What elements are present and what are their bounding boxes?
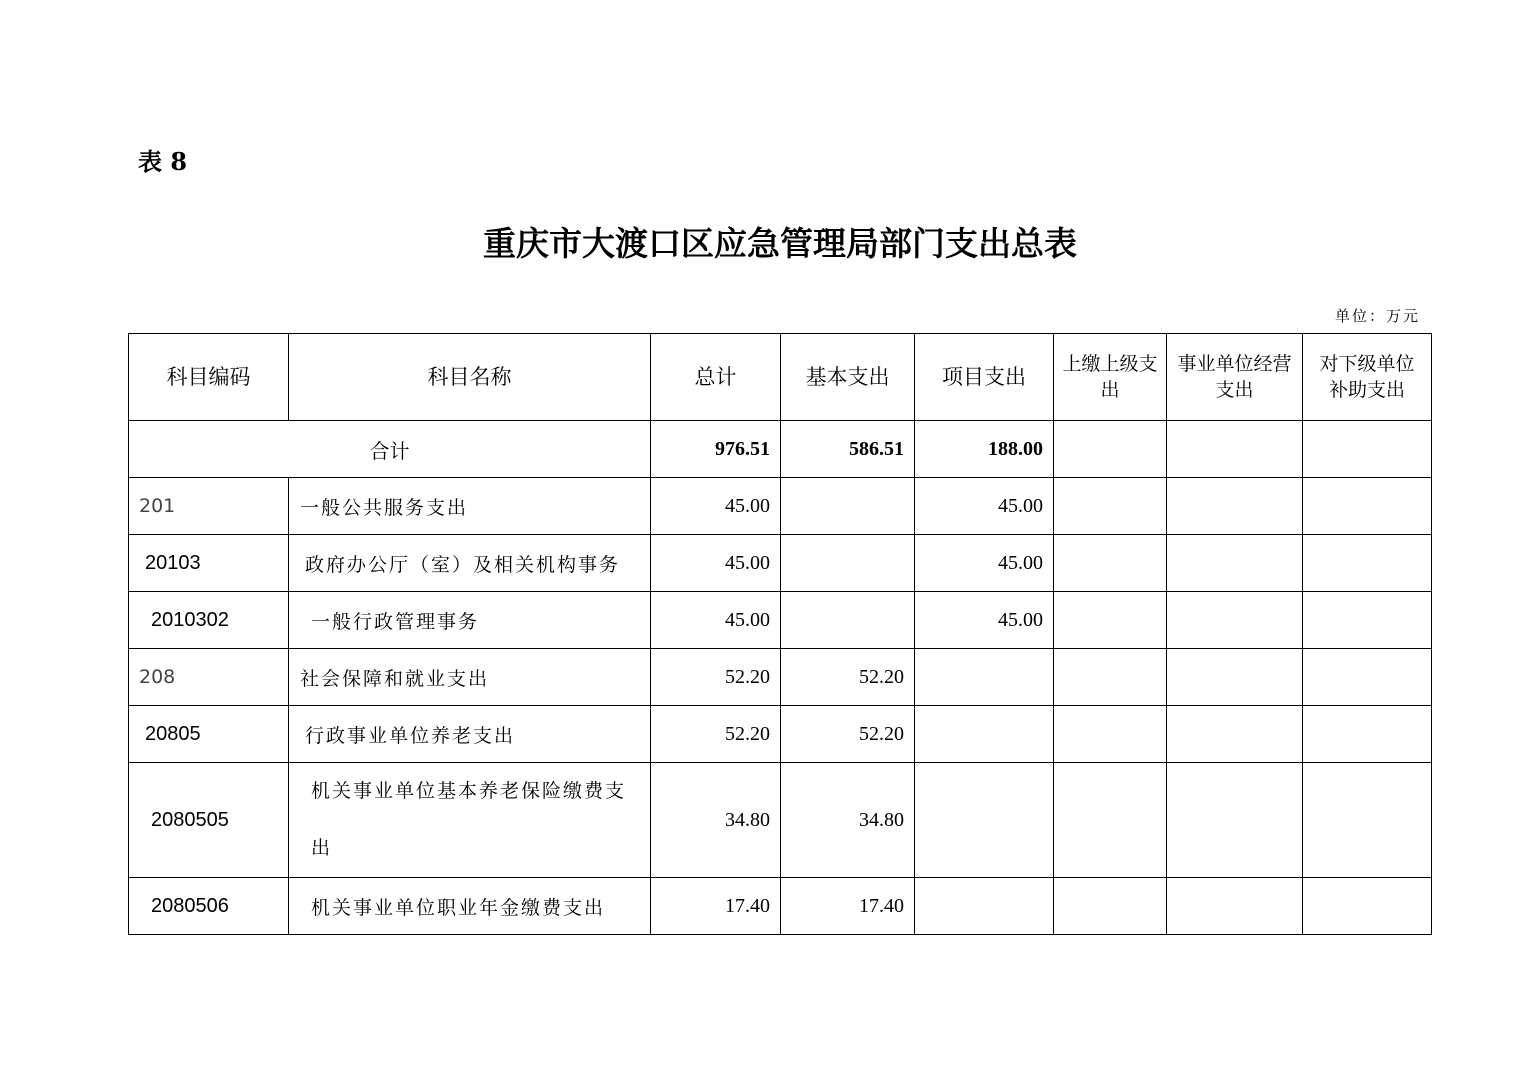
- table-row: [129, 535, 1432, 592]
- row-total: 45.00: [651, 478, 781, 535]
- row-code: 2010302: [129, 592, 289, 649]
- row-subsidy: [1303, 649, 1432, 706]
- unit-label: 单位：万元: [1334, 307, 1420, 325]
- total-total: 976.51: [651, 421, 781, 478]
- header-subsidy: 对下级单位补助支出: [1303, 334, 1432, 421]
- row-code: 20103: [129, 535, 289, 592]
- row-total: 45.00: [651, 535, 781, 592]
- total-business: [1167, 421, 1303, 478]
- row-code: 208: [129, 649, 289, 706]
- table-number-label: 表 8: [138, 147, 188, 176]
- table-row: [129, 649, 1432, 706]
- row-total: 34.80: [651, 763, 781, 878]
- row-project: 45.00: [915, 478, 1054, 535]
- expenditure-table: [128, 333, 1432, 935]
- row-project: 45.00: [915, 592, 1054, 649]
- row-business: [1167, 592, 1303, 649]
- row-total: 45.00: [651, 592, 781, 649]
- row-subsidy: [1303, 478, 1432, 535]
- header-row: [129, 334, 1432, 421]
- total-upper: [1054, 421, 1167, 478]
- header-project: 项目支出: [915, 334, 1054, 421]
- row-name: 机关事业单位基本养老保险缴费支出: [289, 763, 651, 878]
- total-label: 合计: [129, 421, 651, 478]
- row-business: [1167, 478, 1303, 535]
- row-basic: [781, 478, 915, 535]
- row-name: 一般公共服务支出: [289, 478, 651, 535]
- row-project: [915, 649, 1054, 706]
- total-row: [129, 421, 1432, 478]
- page-title: 重庆市大渡口区应急管理局部门支出总表: [483, 224, 1077, 263]
- row-project: [915, 706, 1054, 763]
- row-subsidy: [1303, 763, 1432, 878]
- table-row: [129, 763, 1432, 878]
- row-name: 政府办公厅（室）及相关机构事务: [289, 535, 651, 592]
- row-code: 2080505: [129, 763, 289, 878]
- row-total: 52.20: [651, 706, 781, 763]
- row-name: 机关事业单位职业年金缴费支出: [289, 878, 651, 935]
- row-basic: 17.40: [781, 878, 915, 935]
- row-upper: [1054, 649, 1167, 706]
- row-basic: 34.80: [781, 763, 915, 878]
- row-code: 201: [129, 478, 289, 535]
- row-subsidy: [1303, 592, 1432, 649]
- row-upper: [1054, 706, 1167, 763]
- total-subsidy: [1303, 421, 1432, 478]
- row-code: 20805: [129, 706, 289, 763]
- header-basic: 基本支出: [781, 334, 915, 421]
- row-business: [1167, 763, 1303, 878]
- row-upper: [1054, 592, 1167, 649]
- row-project: [915, 763, 1054, 878]
- header-code: 科目编码: [129, 334, 289, 421]
- row-total: 52.20: [651, 649, 781, 706]
- row-upper: [1054, 763, 1167, 878]
- row-basic: 52.20: [781, 706, 915, 763]
- header-total: 总计: [651, 334, 781, 421]
- row-basic: [781, 535, 915, 592]
- row-name: 一般行政管理事务: [289, 592, 651, 649]
- row-basic: 52.20: [781, 649, 915, 706]
- row-upper: [1054, 535, 1167, 592]
- table-row: [129, 478, 1432, 535]
- row-upper: [1054, 878, 1167, 935]
- header-name: 科目名称: [289, 334, 651, 421]
- row-name: 社会保障和就业支出: [289, 649, 651, 706]
- row-name: 行政事业单位养老支出: [289, 706, 651, 763]
- row-code: 2080506: [129, 878, 289, 935]
- table-row: [129, 592, 1432, 649]
- row-project: [915, 878, 1054, 935]
- row-subsidy: [1303, 706, 1432, 763]
- table-row: [129, 878, 1432, 935]
- header-business: 事业单位经营支出: [1167, 334, 1303, 421]
- row-subsidy: [1303, 878, 1432, 935]
- total-project: 188.00: [915, 421, 1054, 478]
- total-basic: 586.51: [781, 421, 915, 478]
- row-project: 45.00: [915, 535, 1054, 592]
- row-business: [1167, 878, 1303, 935]
- row-business: [1167, 649, 1303, 706]
- row-business: [1167, 535, 1303, 592]
- header-upper: 上缴上级支出: [1054, 334, 1167, 421]
- row-business: [1167, 706, 1303, 763]
- row-basic: [781, 592, 915, 649]
- table-row: [129, 706, 1432, 763]
- row-total: 17.40: [651, 878, 781, 935]
- row-subsidy: [1303, 535, 1432, 592]
- row-upper: [1054, 478, 1167, 535]
